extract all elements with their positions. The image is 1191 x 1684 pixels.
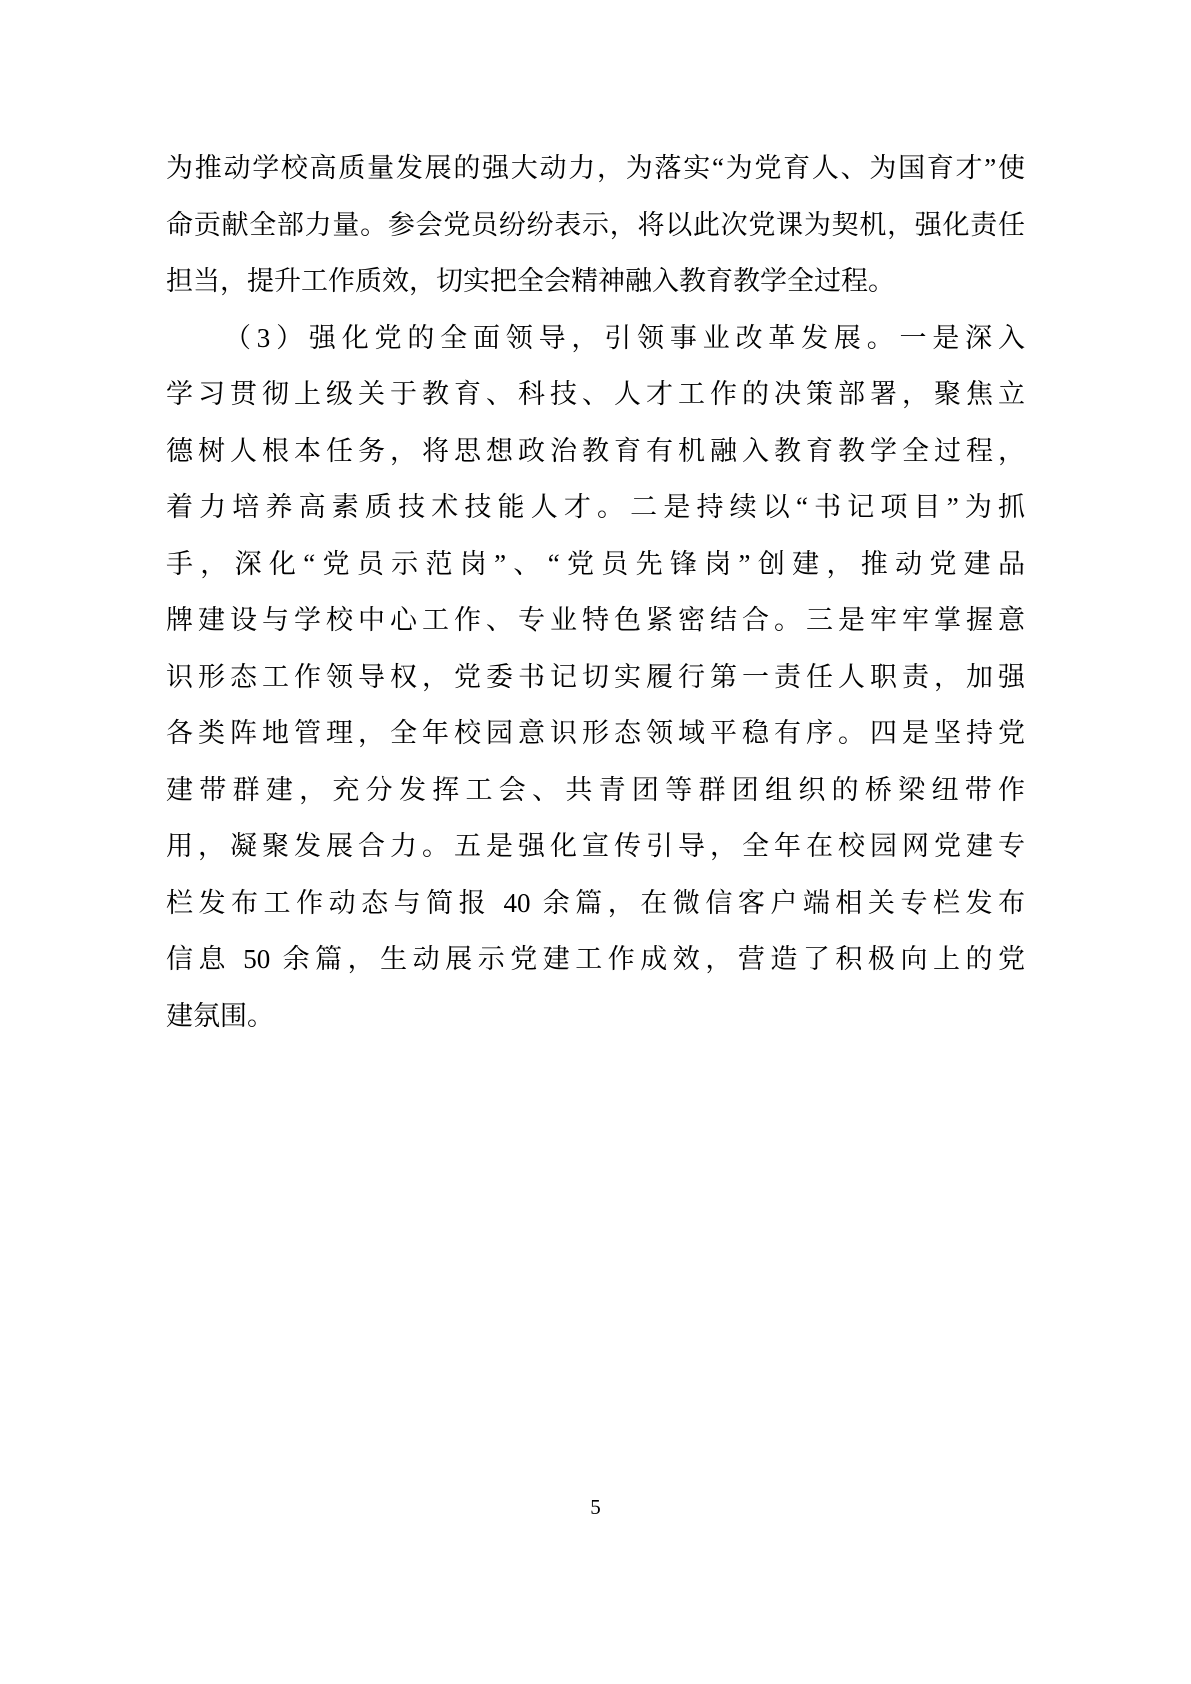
text-line: 牌建设与学校中心工作、专业特色紧密结合。三是牢牢掌握意	[166, 605, 1025, 635]
text-line: 建氛围。	[166, 1000, 274, 1031]
text-line: 为推动学校高质量发展的强大动力，为落实“为党育人、为国育才”使	[166, 153, 1025, 183]
text-line: 建带群建，充分发挥工会、共青团等群团组织的桥梁纽带作	[166, 774, 1025, 805]
document-body	[166, 140, 1025, 1044]
page-number: 5	[590, 1495, 601, 1519]
text-line: 识形态工作领导权，党委书记切实履行第一责任人职责，加强	[166, 661, 1025, 692]
text-line: 栏发布工作动态与简报 40 余篇，在微信客户端相关专栏发布	[166, 887, 1025, 918]
text-line: 手，深化“党员示范岗”、“党员先锋岗”创建，推动党建品	[166, 548, 1025, 579]
text-line: 担当，提升工作质效，切实把全会精神融入教育教学全过程。	[166, 266, 895, 296]
text-line: 信息 50 余篇，生动展示党建工作成效，营造了积极向上的党	[166, 944, 1025, 974]
text-line: 用，凝聚发展合力。五是强化宣传引导，全年在校园网党建专	[166, 831, 1025, 861]
text-line: 各类阵地管理，全年校园意识形态领域平稳有序。四是坚持党	[166, 718, 1025, 748]
text-line: （3）强化党的全面领导，引领事业改革发展。一是深入	[224, 322, 1025, 353]
text-line: 学习贯彻上级关于教育、科技、人才工作的决策部署，聚焦立	[166, 379, 1025, 409]
text-line: 德树人根本任务，将思想政治教育有机融入教育教学全过程，	[166, 435, 1025, 466]
text-line: 着力培养高素质技术技能人才。二是持续以“书记项目”为抓	[166, 492, 1025, 522]
text-line: 命贡献全部力量。参会党员纷纷表示，将以此次党课为契机，强化责任	[166, 209, 1025, 240]
